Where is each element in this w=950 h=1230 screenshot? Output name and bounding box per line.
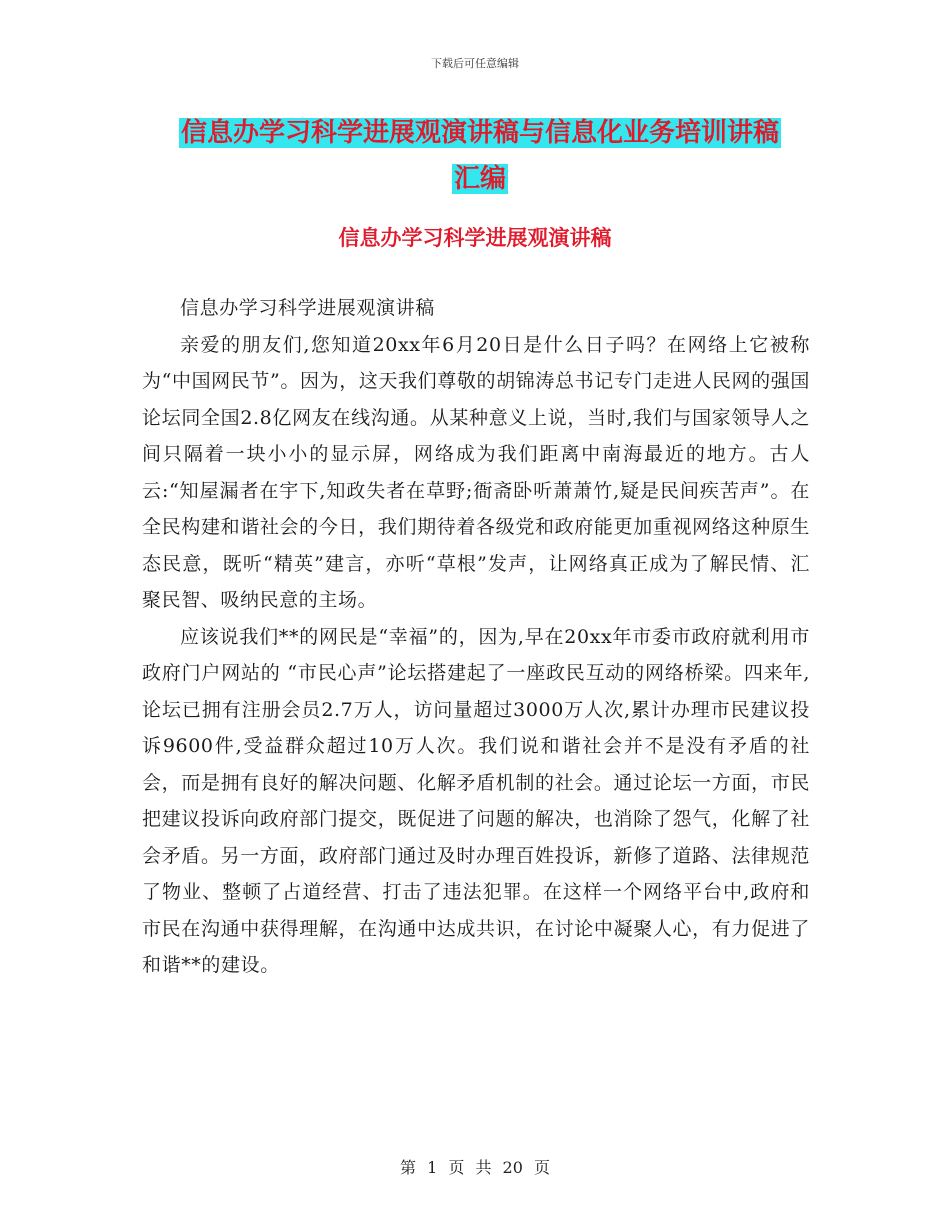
body-text xyxy=(142,290,810,984)
section-title: 信息办学习科学进展观演讲稿 xyxy=(338,226,612,250)
header-note: 下载后可任意编辑 xyxy=(431,57,519,70)
paragraph-1: 亲爱的朋友们,您知道20xx年6月20日是什么日子吗？在网络上它被称为“中国网民节”。因为，这天我们尊敬的胡锦涛总书记专门走进人民网的强国论坛同全国2.8亿网友在线沟通。从某种意义上说，当时,我们与国家领导人之间只隔着一块小小的显示屏，网络成为我们距离中南海最近的地方。古人云:“知屋漏者在宇下,知政失者在草野;衙斋卧听萧萧竹,疑是民间疾苦声”。在全民构建和谐社会的今日，我们期待着各级党和政府能更加重视网络这种原生态民意，既听“精英”建言，亦听“草根”发声，让网络真正成为了解民情、汇聚民智、吸纳民意的主场。 xyxy=(142,333,810,611)
document-title xyxy=(140,110,820,202)
paragraph-2: 应该说我们**的网民是“幸福”的，因为,早在20xx年市委市政府就利用市政府门户网站的 “市民心声”论坛搭建起了一座政民互动的网络桥梁。四来年,论坛已拥有注册会员2.7万人，访问量超过3000万人次,累计办理市民建议投诉9600件,受益群众超过10万人次。我们说和谐社会并不是没有矛盾的社会，而是拥有良好的解决问题、化解矛盾机制的社会。通过论坛一方面，市民把建议投诉向政府部门提交，既促进了问题的解决，也消除了怨气，化解了社会矛盾。另一方面，政府部门通过及时办理百姓投诉，新修了道路、法律规范了物业、整顿了占道经营、打击了违法犯罪。在这样一个网络平台中,政府和市民在沟通中获得理解，在沟通中达成共识，在讨论中凝聚人心，有力促进了和谐**的建设。 xyxy=(142,625,810,976)
page-footer: 第 1 页 共 20 页 xyxy=(400,1158,550,1177)
document-title-line-1: 信息办学习科学进展观演讲稿与信息化业务培训讲稿 xyxy=(180,118,779,148)
paragraph-subtitle: 信息办学习科学进展观演讲稿 xyxy=(180,297,435,319)
document-title-line-2: 汇编 xyxy=(453,164,506,194)
